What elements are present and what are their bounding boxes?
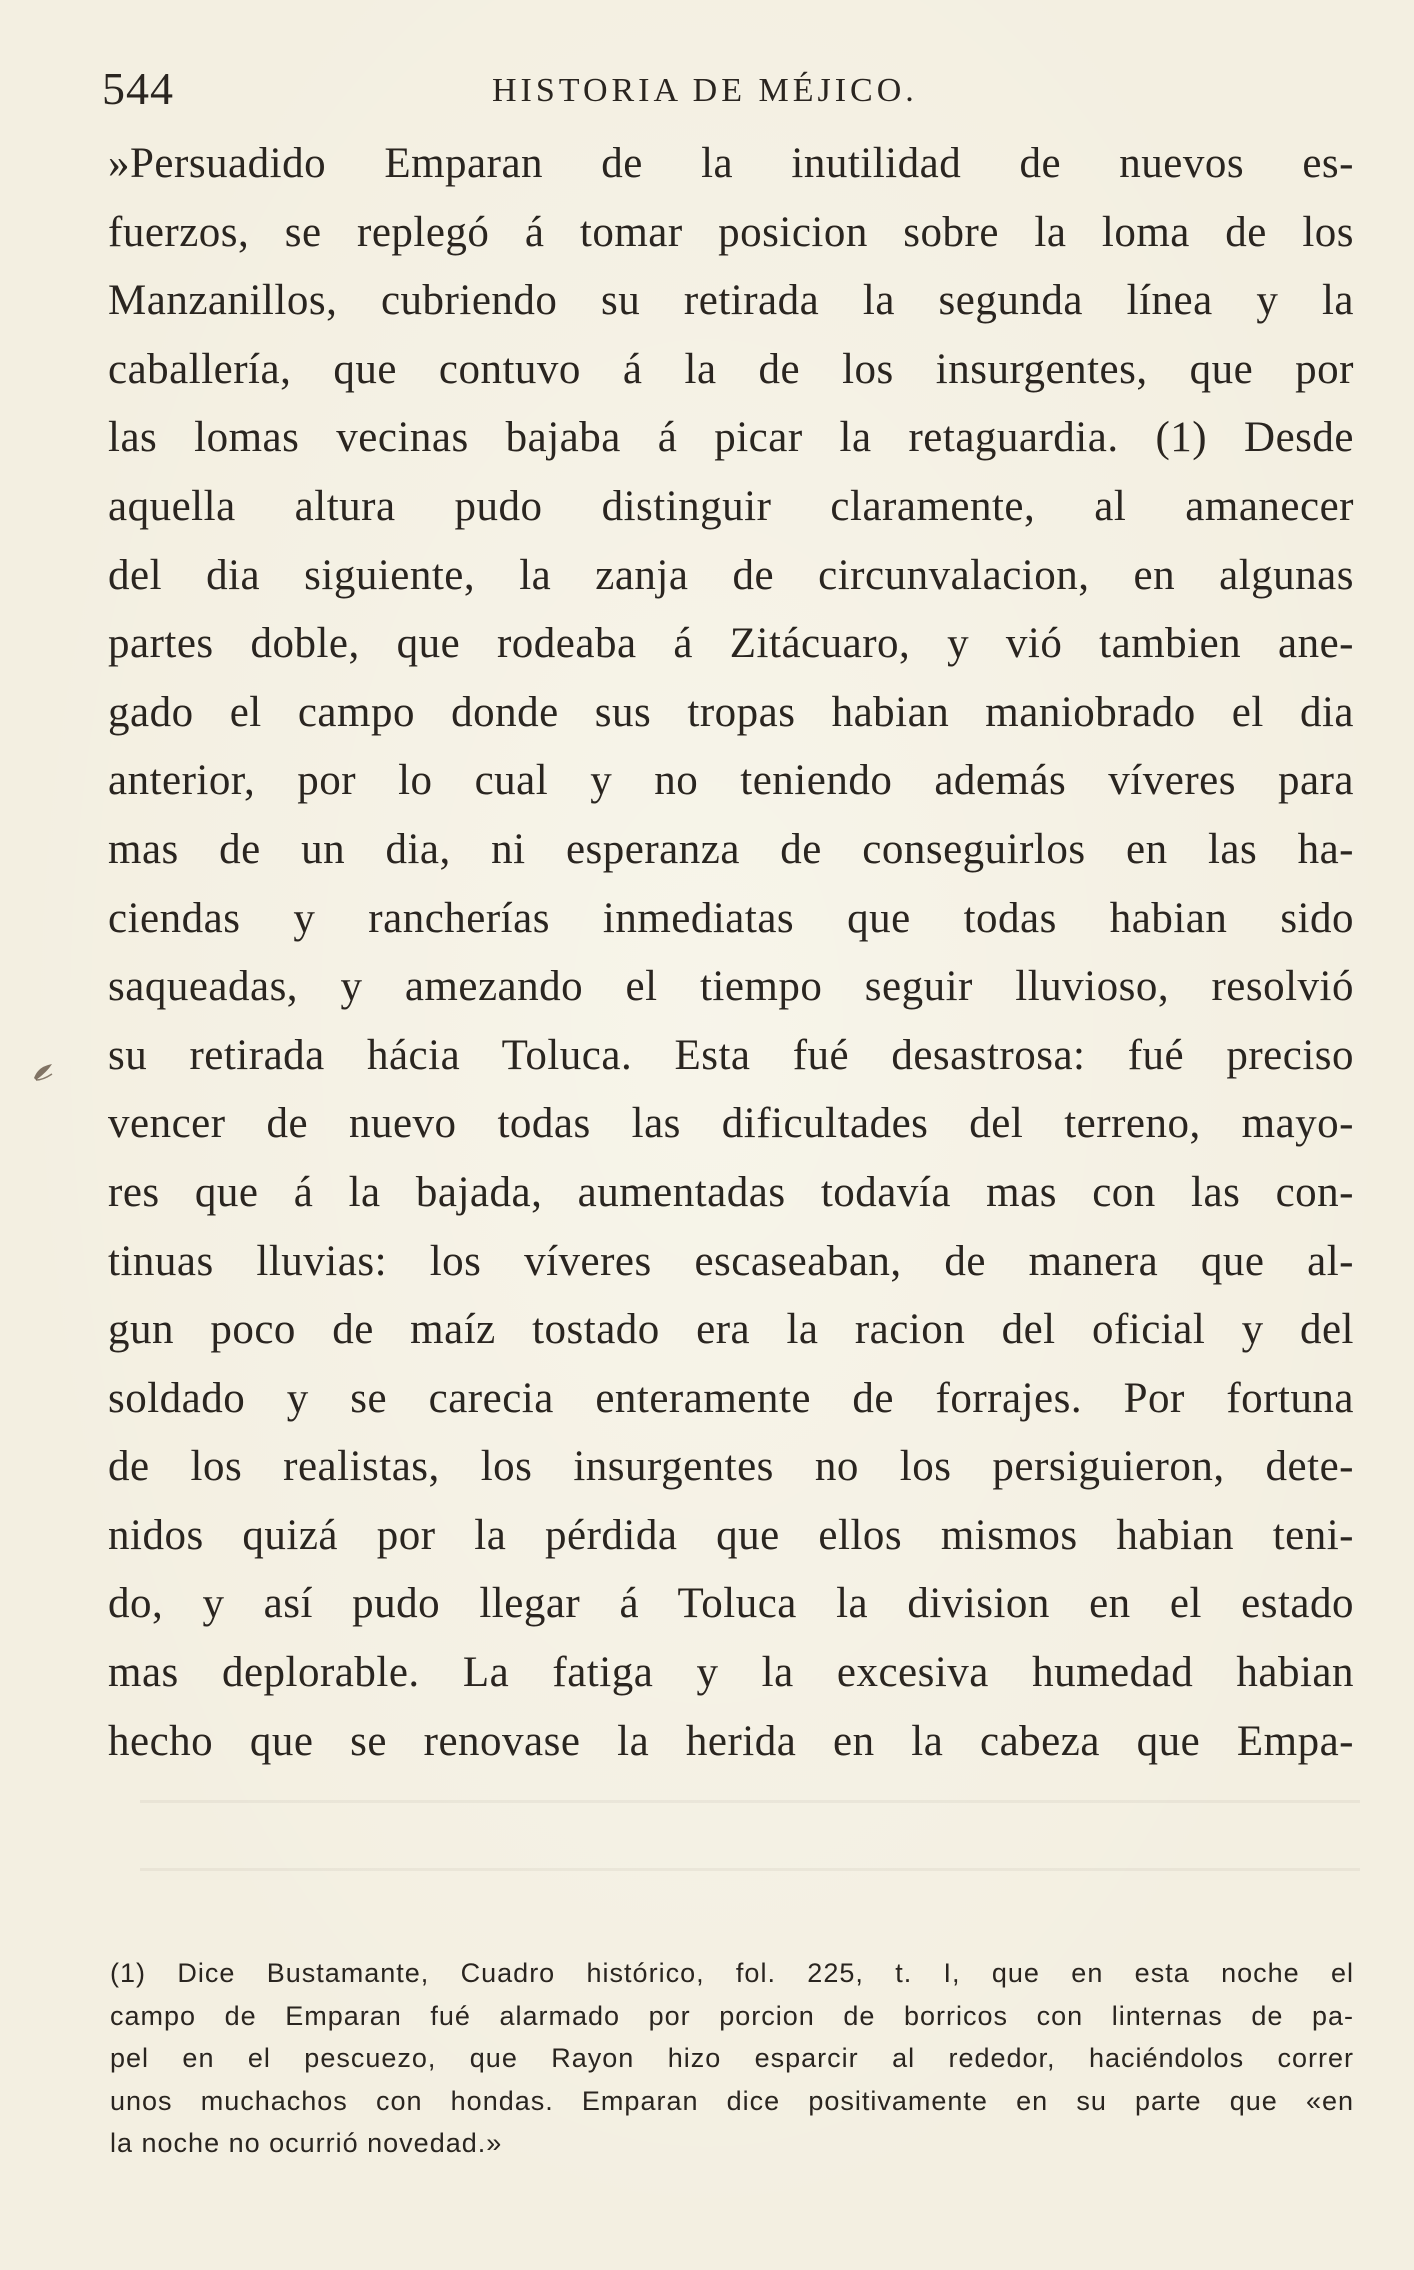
- text-line: »Persuadido Emparan de la inutilidad de nuevos es-: [108, 140, 1354, 187]
- show-through-texture: [140, 1800, 1360, 1920]
- text-line: partes doble, que rodeaba á Zitácuaro, y vió tambien ane-: [108, 620, 1354, 668]
- text-line: tinuas lluvias: los víveres escaseaban, de manera que al-: [108, 1237, 1354, 1285]
- footnotes: [110, 1952, 1354, 2165]
- text-line: res que á la bajada, aumentadas todavía mas con las con-: [108, 1168, 1354, 1216]
- text-line: del dia siguiente, la zanja de circunvalacion, en algunas: [108, 551, 1354, 599]
- text-line: su retirada hácia Toluca. Esta fué desastrosa: fué preciso: [108, 1031, 1354, 1079]
- text-line: mas de un dia, ni esperanza de conseguirlos en las ha-: [108, 825, 1354, 873]
- text-line: Manzanillos, cubriendo su retirada la segunda línea y la: [108, 277, 1354, 325]
- text-line: caballería, que contuvo á la de los insurgentes, que por: [108, 345, 1354, 393]
- text-line: do, y así pudo llegar á Toluca la division en el estado: [108, 1580, 1354, 1628]
- text-line: ciendas y rancherías inmediatas que todas habian sido: [108, 894, 1354, 942]
- text-line: mas deplorable. La fatiga y la excesiva humedad habian: [108, 1649, 1354, 1697]
- main-text: [108, 130, 1354, 1776]
- footnote-line: unos muchachos con hondas. Emparan dice positivamente en su parte que «en: [110, 2085, 1354, 2116]
- fleuron-icon: [30, 1060, 56, 1086]
- text-line: anterior, por lo cual y no teniendo además víveres para: [108, 757, 1354, 805]
- text-line: hecho que se renovase la herida en la cabeza que Empa-: [108, 1717, 1354, 1765]
- text-line: de los realistas, los insurgentes no los persiguieron, dete-: [108, 1443, 1354, 1491]
- text-line: gun poco de maíz tostado era la racion del oficial y del: [108, 1306, 1354, 1354]
- footnote-line: (1) Dice Bustamante, Cuadro histórico, fol. 225, t. I, que en esta noche el: [110, 1958, 1354, 1988]
- footnote-line: la noche no ocurrió novedad.»: [110, 2128, 503, 2158]
- text-line: vencer de nuevo todas las dificultades del terreno, mayo-: [108, 1100, 1354, 1148]
- text-line: fuerzos, se replegó á tomar posicion sobre la loma de los: [108, 208, 1354, 256]
- text-line: saqueadas, y amezando el tiempo seguir lluvioso, resolvió: [108, 963, 1354, 1011]
- text-line: aquella altura pudo distinguir claramente, al amanecer: [108, 482, 1354, 530]
- page-header: [102, 62, 1352, 118]
- text-line: soldado y se carecia enteramente de forrajes. Por fortuna: [108, 1374, 1354, 1422]
- footnote-line: pel en el pescuezo, que Rayon hizo esparcir al rededor, haciéndolos correr: [110, 2043, 1354, 2073]
- page-number: 544: [102, 63, 174, 114]
- footnote-line: campo de Emparan fué alarmado por porcion de borricos con linternas de pa-: [110, 2000, 1354, 2031]
- text-line: nidos quizá por la pérdida que ellos mismos habian teni-: [108, 1511, 1354, 1559]
- text-line: gado el campo donde sus tropas habian maniobrado el dia: [108, 688, 1354, 736]
- text-line: las lomas vecinas bajaba á picar la retaguardia. (1) Desde: [108, 414, 1354, 462]
- running-head: HISTORIA DE MÉJICO.: [492, 72, 918, 109]
